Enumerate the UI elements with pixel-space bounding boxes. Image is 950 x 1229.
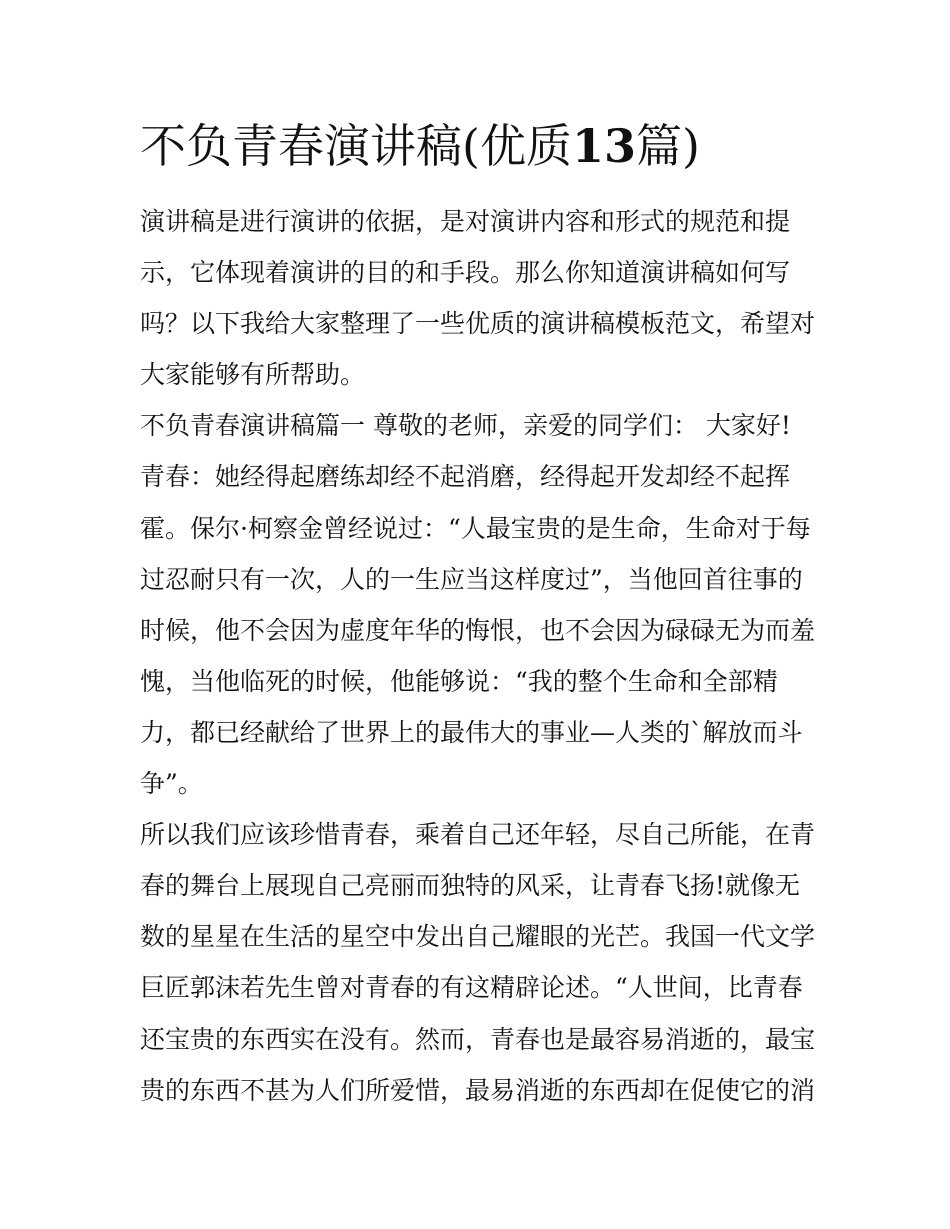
body-line: 春的舞台上展现自己亮丽而独特的风采，让青春飞扬!就像无	[140, 871, 801, 901]
title-text-number: 13	[571, 119, 636, 173]
title-text-end: 篇)	[635, 119, 700, 173]
document-body	[140, 196, 820, 1116]
body-line: 过忍耐只有一次，人的一生应当这样度过”，当他回首往事的	[140, 564, 803, 594]
body-line: 不负青春演讲稿篇一 尊敬的老师，亲爱的同学们： 大家好!	[140, 411, 791, 441]
body-line: 愧，当他临死的时候，他能够说：“我的整个生命和全部精	[140, 666, 778, 696]
body-line: 贵的东西不甚为人们所爱惜，最易消逝的东西却在促使它的消	[140, 1075, 816, 1105]
document-title	[140, 112, 840, 180]
body-line: 巨匠郭沫若先生曾对青春的有这精辟论述。“人世间，比青春	[140, 973, 803, 1003]
body-line: 数的星星在生活的星空中发出自己耀眼的光芒。我国一代文学	[140, 922, 816, 952]
body-line: 所以我们应该珍惜青春，乘着自己还年轻，尽自己所能，在青	[140, 820, 816, 850]
body-line: 争”。	[140, 769, 203, 799]
body-line: 还宝贵的东西实在没有。然而，青春也是最容易消逝的，最宝	[140, 1024, 816, 1054]
body-line: 时候，他不会因为虚度年华的悔恨，也不会因为碌碌无为而羞	[140, 615, 816, 645]
body-line: 吗？以下我给大家整理了一些优质的演讲稿模板范文，希望对	[140, 309, 816, 339]
title-text-main: 不负青春演讲稿(优质	[140, 119, 572, 173]
body-line: 演讲稿是进行演讲的依据，是对演讲内容和形式的规范和提	[140, 207, 791, 236]
body-line: 示，它体现着演讲的目的和手段。那么你知道演讲稿如何写	[140, 258, 791, 288]
body-line: 大家能够有所帮助。	[140, 360, 366, 390]
body-line: 力，都已经献给了世界上的最伟大的事业—人类的`解放而斗	[140, 717, 803, 747]
body-line: 霍。保尔·柯察金曾经说过：“人最宝贵的是生命，生命对于每	[140, 513, 811, 543]
body-line: 青春：她经得起磨练却经不起消磨，经得起开发却经不起挥	[140, 462, 791, 492]
